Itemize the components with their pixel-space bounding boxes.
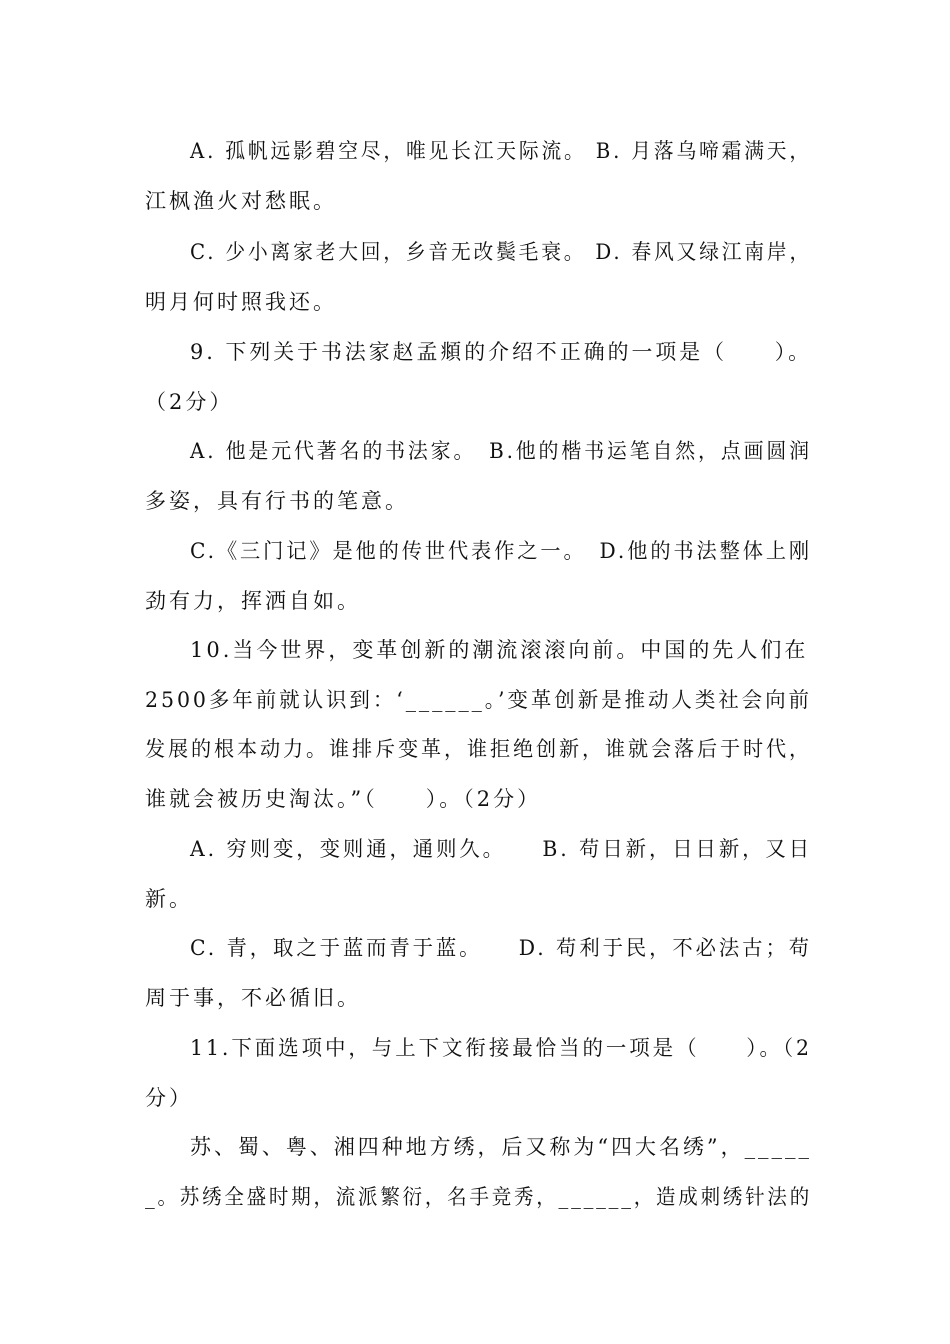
text-line-13 bbox=[145, 735, 950, 763]
line-text: 周于事，不必循旧。 bbox=[145, 986, 361, 1010]
line-text: C. 青，取之于蓝而青于蓝。 D. 苟利于民，不必法古；苟 bbox=[190, 936, 812, 960]
line-text: 9. 下列关于书法家赵孟頫的介绍不正确的一项是（ ）。 bbox=[190, 340, 813, 364]
text-line-15 bbox=[190, 835, 950, 863]
line-text: 新。 bbox=[145, 887, 193, 911]
line-text: A. 他是元代著名的书法家。 B.他的楷书运笔自然，点画圆润 bbox=[190, 439, 812, 463]
line-text: _。苏绣全盛时期，流派繁衍，名手竞秀，______，造成刺绣针法的 bbox=[145, 1185, 812, 1209]
line-text: 明月何时照我还。 bbox=[145, 290, 337, 314]
text-line-7 bbox=[190, 437, 950, 465]
text-line-5 bbox=[190, 338, 950, 366]
text-line-11 bbox=[190, 636, 950, 664]
line-text: 分） bbox=[145, 1086, 193, 1110]
line-text: 发展的根本动力。谁排斥变革，谁拒绝创新，谁就会落后于时代， bbox=[145, 737, 812, 761]
text-line-10 bbox=[145, 587, 950, 615]
text-line-20 bbox=[145, 1084, 950, 1112]
line-text: 苏、蜀、粤、湘四种地方绣，后又称为“四大名绣”，_____ bbox=[190, 1135, 812, 1159]
text-line-2 bbox=[145, 187, 950, 215]
text-line-19 bbox=[190, 1034, 950, 1062]
text-line-1 bbox=[190, 137, 950, 165]
text-line-14 bbox=[145, 785, 950, 813]
line-text: 多姿，具有行书的笔意。 bbox=[145, 489, 409, 513]
text-line-16 bbox=[145, 885, 950, 913]
line-text: 10.当今世界，变革创新的潮流滚滚向前。中国的先人们在 bbox=[190, 638, 809, 662]
line-text: 11.下面选项中，与上下文衔接最恰当的一项是（ ）。（2 bbox=[190, 1036, 813, 1060]
line-text: A. 穷则变，变则通，通则久。 B. 苟日新，日日新，又日 bbox=[190, 837, 813, 861]
text-line-17 bbox=[190, 934, 950, 962]
text-line-18 bbox=[145, 984, 950, 1012]
text-line-22 bbox=[145, 1183, 950, 1211]
text-line-8 bbox=[145, 487, 950, 515]
line-text: 江枫渔火对愁眠。 bbox=[145, 189, 337, 213]
line-text: 劲有力，挥洒自如。 bbox=[145, 589, 361, 613]
text-line-12 bbox=[145, 686, 950, 714]
line-text: C. 少小离家老大回，乡音无改鬓毛衰。 D. 春风又绿江南岸， bbox=[190, 240, 813, 264]
line-text: 2500多年前就认识到：‘______。’变革创新是推动人类社会向前 bbox=[145, 688, 812, 712]
text-line-6 bbox=[145, 388, 950, 416]
line-text: 谁就会被历史淘汰。”（ ）。（2分） bbox=[145, 787, 542, 811]
line-text: （2分） bbox=[145, 390, 234, 414]
text-line-21 bbox=[190, 1133, 950, 1161]
text-line-9 bbox=[190, 537, 950, 565]
line-text: C.《三门记》是他的传世代表作之一。 D.他的书法整体上刚 bbox=[190, 539, 813, 563]
text-line-4 bbox=[145, 288, 950, 316]
text-line-3 bbox=[190, 238, 950, 266]
line-text: A. 孤帆远影碧空尽，唯见长江天际流。 B. 月落乌啼霜满天， bbox=[190, 139, 812, 163]
